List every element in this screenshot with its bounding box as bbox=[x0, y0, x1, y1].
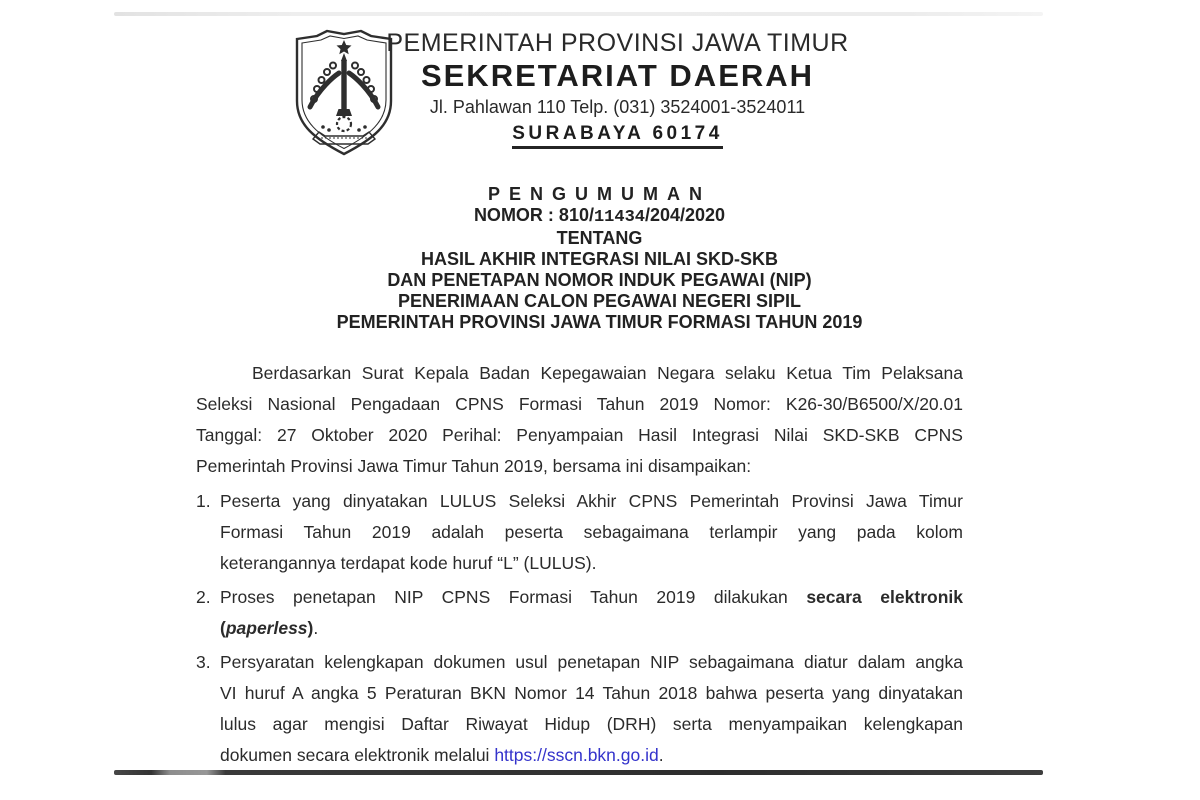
body-line: Berdasarkan Surat Kepala Badan Kepegawaian Negara selaku Ketua Tim Pelaksana bbox=[252, 363, 963, 383]
letterhead bbox=[345, 28, 890, 149]
list-item-1 bbox=[196, 486, 963, 579]
page-top-border bbox=[114, 12, 1043, 16]
body-line: Seleksi Nasional Pengadaan CPNS Formasi Tahun 2019 Nomor: K26-30/B6500/X/20.01 bbox=[196, 394, 963, 414]
body-line: VI huruf A angka 5 Peraturan BKN Nomor 14 Tahun 2018 bahwa peserta yang dinyatakan bbox=[220, 683, 963, 703]
subject-line: HASIL AKHIR INTEGRASI NILAI SKD-SKB bbox=[420, 249, 778, 269]
list-item-2 bbox=[196, 582, 963, 644]
bold-phrase: secara elektronik bbox=[806, 587, 963, 607]
body-line: Pemerintah Provinsi Jawa Timur Tahun 2019, bersama ini disampaikan: bbox=[196, 456, 752, 476]
announcement-title-block bbox=[216, 184, 983, 333]
opening-paragraph bbox=[196, 358, 963, 482]
body-line: keterangannya terdapat kode huruf “L” (LULUS). bbox=[220, 553, 597, 573]
about-label: TENTANG bbox=[556, 228, 643, 248]
announcement-heading: PENGUMUMAN bbox=[488, 184, 711, 204]
letterhead-city-line bbox=[345, 123, 890, 149]
body-line: Peserta yang dinyatakan LULUS Seleksi Akhir CPNS Pemerintah Provinsi Jawa Timur bbox=[220, 491, 963, 511]
subject-line: DAN PENETAPAN NOMOR INDUK PEGAWAI (NIP) bbox=[387, 270, 812, 290]
body-line: dokumen secara elektronik melalui https://sscn.bkn.go.id. bbox=[220, 745, 664, 765]
body-line: Proses penetapan NIP CPNS Formasi Tahun 2019 dilakukan secara elektronik bbox=[220, 587, 963, 607]
announcement-number-line bbox=[216, 205, 983, 228]
body-line: Persyaratan kelengkapan dokumen usul penetapan NIP sebagaimana diatur dalam angka bbox=[220, 652, 963, 672]
sscn-link[interactable]: https://sscn.bkn.go.id bbox=[494, 745, 659, 765]
list-item-3 bbox=[196, 647, 963, 771]
body-line: (paperless). bbox=[220, 618, 319, 638]
announcement-body bbox=[196, 358, 963, 774]
number-register: 11434 bbox=[593, 208, 645, 227]
letterhead-department-name: SEKRETARIAT DAERAH bbox=[420, 58, 815, 93]
body-line: Formasi Tahun 2019 adalah peserta sebagaimana terlampir yang pada kolom bbox=[220, 522, 963, 542]
subject-line: PEMERINTAH PROVINSI JAWA TIMUR FORMASI TAHUN 2019 bbox=[336, 312, 863, 332]
subject-line: PENERIMAAN CALON PEGAWAI NEGERI SIPIL bbox=[397, 291, 802, 311]
body-line: Tanggal: 27 Oktober 2020 Perihal: Penyampaian Hasil Integrasi Nilai SKD-SKB CPNS bbox=[196, 425, 963, 445]
list-item-number: 1. bbox=[196, 491, 211, 511]
letterhead-address: Jl. Pahlawan 110 Telp. (031) 3524001-3524011 bbox=[429, 97, 806, 117]
list-item-number: 3. bbox=[196, 652, 211, 672]
letterhead-government-name: PEMERINTAH PROVINSI JAWA TIMUR bbox=[386, 29, 849, 57]
page-bottom-border bbox=[114, 770, 1043, 775]
italic-phrase: paperless bbox=[225, 618, 308, 638]
letterhead-city-postal: SURABAYA 60174 bbox=[512, 123, 723, 149]
list-item-number: 2. bbox=[196, 587, 211, 607]
number-suffix: /204/2020 bbox=[644, 205, 726, 225]
body-line: lulus agar mengisi Daftar Riwayat Hidup (DRH) serta menyampaikan kelengkapan bbox=[220, 714, 963, 734]
number-prefix: NOMOR : 810/ bbox=[473, 205, 594, 225]
